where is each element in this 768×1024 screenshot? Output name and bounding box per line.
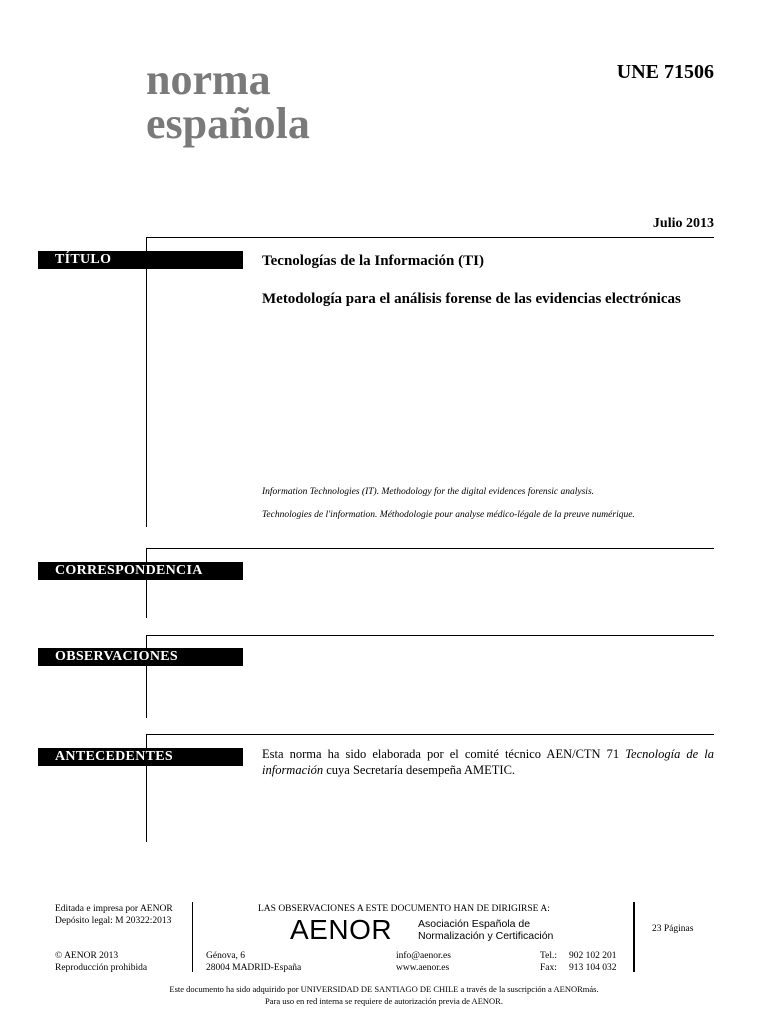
aenor-subtitle-line-2: Normalización y Certificación <box>418 930 554 942</box>
brand-title <box>146 55 310 148</box>
divider-antecedentes <box>146 734 714 735</box>
footer-deposito: Depósito legal: M 20322:2013 <box>55 916 172 926</box>
footer-tel: 902 102 201 <box>569 951 617 961</box>
footer-address <box>206 950 301 974</box>
footer-reproduccion: Reproducción prohibida <box>55 963 148 973</box>
footer-copyright: © AENOR 2013 <box>55 951 119 961</box>
antecedentes-text-b: cuya Secretaría desempeña AMETIC. <box>323 763 516 777</box>
footer-notice <box>0 983 768 1007</box>
divider-titulo <box>146 237 714 238</box>
antecedentes-committee-name: Tecnología de la información <box>262 747 714 777</box>
footer-pages: 23 Páginas <box>652 924 694 934</box>
title-french: Technologies de l'information. Méthodologie pour analyse médico-légale de la preuve numérique. <box>262 510 635 520</box>
footer-tel-label: Tel.: <box>540 951 558 961</box>
title-english: Information Technologies (IT). Methodology for the digital evidences forensic analysis. <box>262 487 595 497</box>
footer-phone-numbers <box>569 950 617 974</box>
footer-address-2: 28004 MADRID-España <box>206 963 302 973</box>
footer-copyright-block <box>55 950 147 974</box>
footer-address-1: Génova, 6 <box>206 951 246 961</box>
section-label-antecedentes: ANTECEDENTES <box>38 748 243 766</box>
vline-titulo <box>146 237 147 527</box>
footer-edited-block <box>55 903 173 927</box>
section-label-titulo: TÍTULO <box>38 251 243 269</box>
brand-line-2: española <box>146 99 310 148</box>
footer-vline-right <box>633 902 635 972</box>
footer-notice-2: Para uso en red interna se requiere de autorización previa de AENOR. <box>265 996 503 1006</box>
title-line-1: Tecnologías de la Información (TI) <box>262 253 484 269</box>
section-label-observaciones: OBSERVACIONES <box>38 648 243 666</box>
antecedentes-text-a: Esta norma ha sido elaborada por el comité técnico AEN/CTN 71 <box>262 747 626 761</box>
standard-code: UNE 71506 <box>616 61 714 83</box>
divider-correspondencia <box>146 548 714 549</box>
aenor-subtitle-line-1: Asociación Española de <box>418 918 531 930</box>
divider-observaciones <box>146 635 714 636</box>
vline-correspondencia <box>146 548 147 618</box>
footer-fax: 913 104 032 <box>569 963 617 973</box>
aenor-subtitle <box>418 918 553 942</box>
section-label-correspondencia: CORRESPONDENCIA <box>38 562 243 580</box>
publication-date: Julio 2013 <box>652 216 714 231</box>
aenor-logo: AENOR <box>290 914 393 945</box>
footer-notice-1: Este documento ha sido adquirido por UNIVERSIDAD DE SANTIAGO DE CHILE a través de la suscripción a AENORmás. <box>169 984 599 994</box>
antecedentes-text <box>262 746 714 778</box>
title-line-2: Metodología para el análisis forense de las evidencias electrónicas <box>262 291 681 307</box>
footer-phone-labels <box>540 950 557 974</box>
footer-observaciones: LAS OBSERVACIONES A ESTE DOCUMENTO HAN DE DIRIGIRSE A: <box>258 904 550 914</box>
footer-vline-left <box>192 902 193 972</box>
footer-fax-label: Fax: <box>540 963 557 973</box>
footer-edited: Editada e impresa por AENOR <box>55 904 173 914</box>
footer-email: info@aenor.es <box>396 951 451 961</box>
footer-contact <box>396 950 451 974</box>
footer-web: www.aenor.es <box>396 963 450 973</box>
brand-line-1: norma <box>146 55 271 104</box>
